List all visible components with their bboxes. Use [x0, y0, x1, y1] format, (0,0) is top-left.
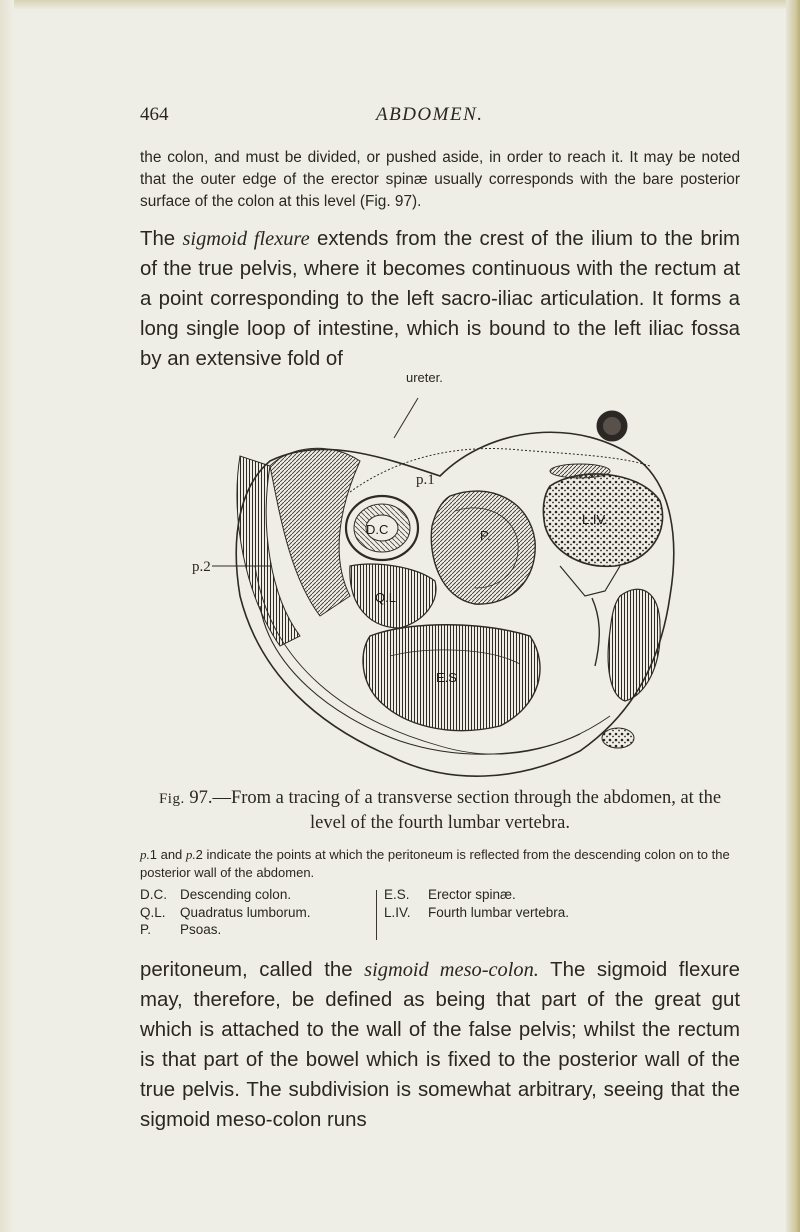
label-p1: p.1: [416, 472, 435, 488]
paragraph-rest: extends from the crest of the ilium to the brim of the true pelvis, where it becomes continuous with the rectum at a point corresponding to the left sacro-iliac articulation. It forms a long single loop of intestine, which is bound to the left iliac fossa by an extensive fold of: [140, 228, 740, 370]
label-liv: L.IV.: [582, 512, 608, 527]
paragraph-rest: The sigmoid flexure may, therefore, be defined as being that part of the great gut which is attached to the wall of the false pelvis; whilst the rectum is that part of the bowel which is fixed to the posterior wall of the true pelvis. The subdivision is somewhat arbitrary, seeing that the sigmoid meso-colon runs: [140, 959, 740, 1131]
figure-note: [140, 846, 740, 882]
ureter-pointer: [394, 398, 418, 438]
label-ql: Q.L: [375, 590, 396, 605]
figure-97: [192, 366, 760, 786]
legend-meaning: Quadratus lumborum.: [180, 904, 311, 920]
legend-abbr: L.IV.: [384, 904, 411, 920]
vessel: [602, 728, 634, 748]
legend-abbr: E.S.: [384, 887, 410, 902]
legend-divider: [376, 890, 377, 940]
legend-abbr: Q.L.: [140, 904, 166, 920]
figure-caption-fig: Fig.: [158, 791, 185, 807]
label-p2: p.2: [192, 559, 211, 575]
legend-entry: [140, 886, 370, 904]
page-right-edge: [786, 0, 800, 1232]
label-dc: D.C: [366, 522, 389, 537]
legend-abbr: P.: [140, 922, 152, 937]
page-left-edge: [0, 0, 14, 1232]
page-number: 464: [140, 104, 169, 125]
legend-meaning: Erector spinæ.: [428, 887, 516, 902]
term-sigmoid-meso-colon: sigmoid meso-colon.: [364, 959, 539, 981]
note-p1-num: 1: [149, 847, 157, 862]
legend-entry: [140, 904, 370, 922]
figure-caption-text: 97.—From a tracing of a transverse section through the abdomen, at the level of the fourth lumbar vertebra.: [184, 788, 722, 833]
running-head: [140, 104, 740, 134]
paragraph-continued: the colon, and must be divided, or pushed aside, in order to reach it. It may be noted that the outer edge of the erector spinæ usually corresponds with the bare posterior surface of the colon at this level (Fig. 97).: [140, 149, 740, 210]
legend-column-right: [384, 886, 744, 921]
legend-meaning: Psoas.: [180, 922, 222, 937]
legend-meaning: Fourth lumbar vertebra.: [428, 904, 570, 920]
legend-entry: [140, 921, 370, 939]
vessel: [550, 464, 610, 478]
header-title: ABDOMEN.: [376, 104, 484, 125]
paragraph-sigmoid-meso-colon: [140, 955, 740, 1135]
figure-caption: [140, 786, 740, 835]
note-p1: p.: [140, 847, 150, 862]
figure-legend: [140, 886, 740, 942]
legend-meaning: Descending colon.: [180, 887, 292, 902]
paragraph-sigmoid-flexure: [140, 224, 740, 374]
legend-column-left: [140, 886, 370, 939]
label-es: E.S: [436, 670, 457, 685]
transverse-section-illustration: [192, 366, 760, 786]
aorta-lumen: [603, 417, 621, 435]
label-ureter: ureter.: [406, 370, 443, 385]
page-top-edge: [0, 0, 800, 10]
note-p2-num: 2: [195, 847, 203, 862]
paragraph-lead: peritoneum, called the: [140, 959, 365, 981]
note-p2: p.: [185, 847, 196, 862]
vertebral-arch: [560, 566, 620, 596]
spinous-process: [592, 598, 599, 666]
right-erector-spinae: [608, 589, 660, 701]
legend-entry: [384, 904, 744, 922]
legend-abbr: D.C.: [140, 887, 167, 902]
note-text: indicate the points at which the peritoneum is reflected from the descending colon on to the posterior wall of the abdomen.: [140, 847, 730, 880]
paragraph-lead: The: [140, 228, 183, 250]
legend-entry: [384, 886, 744, 904]
term-sigmoid-flexure: sigmoid flexure: [182, 228, 310, 250]
note-and: and: [156, 847, 186, 862]
label-p: P.: [480, 528, 491, 543]
